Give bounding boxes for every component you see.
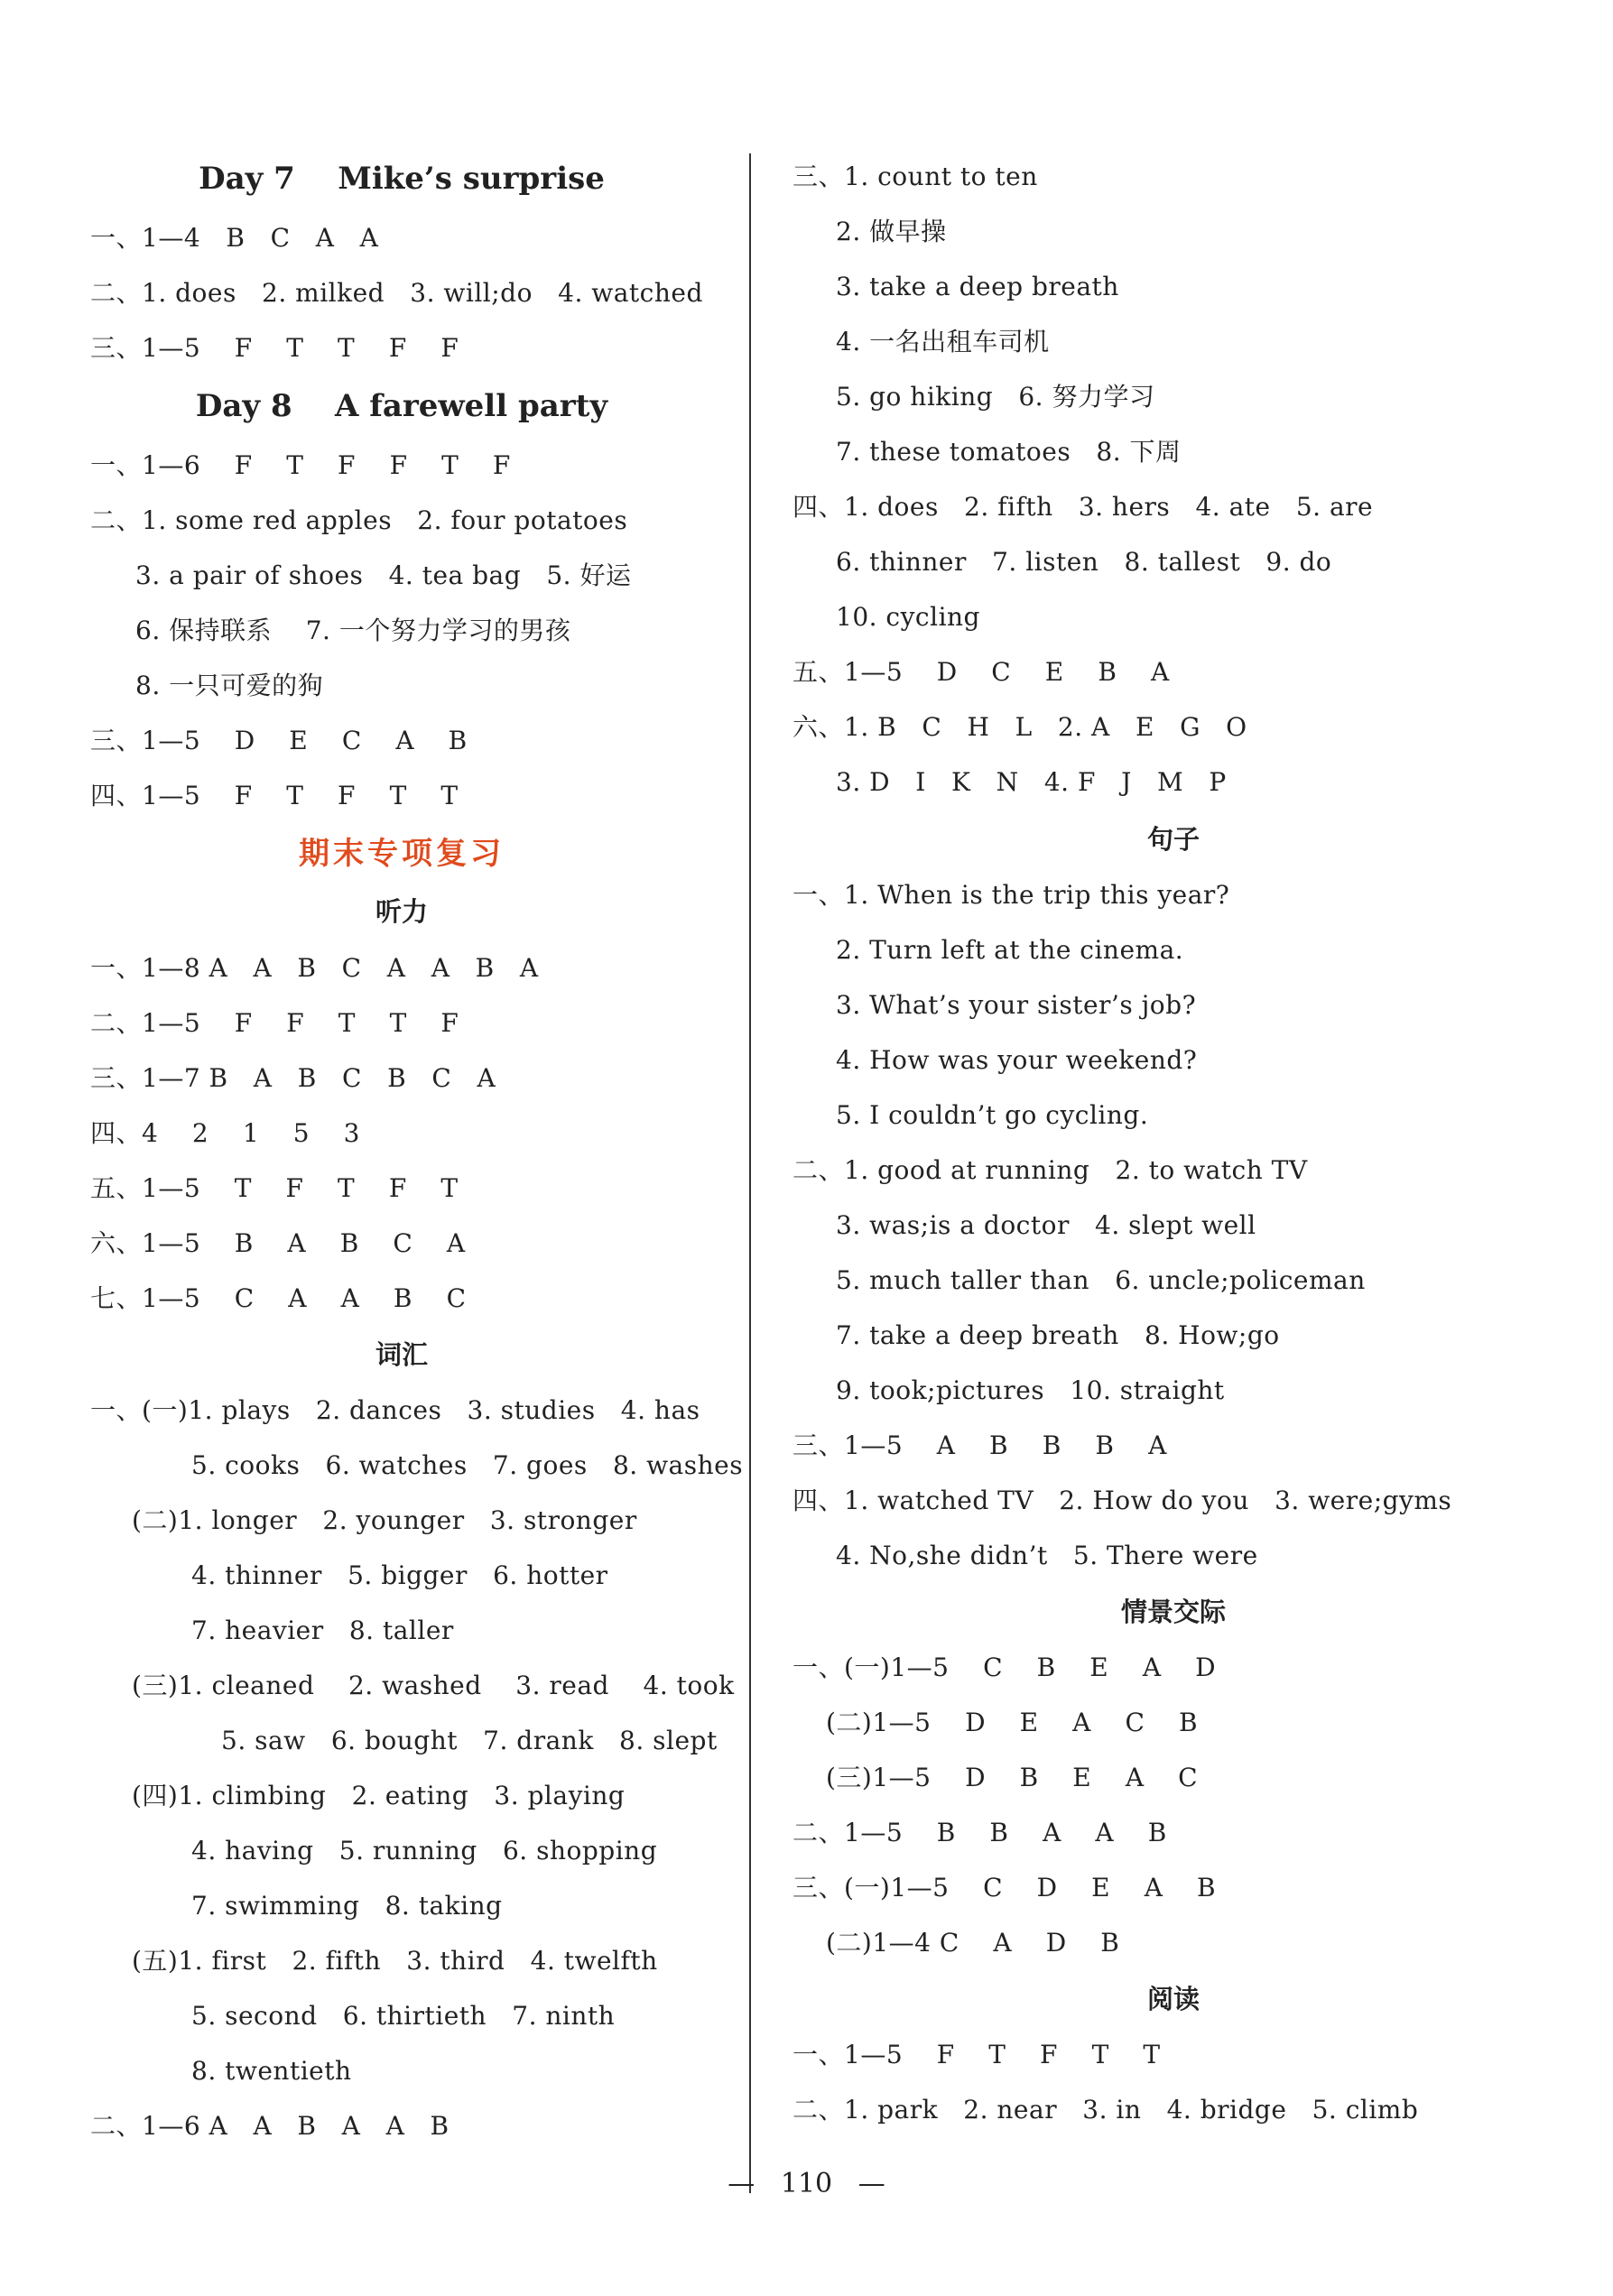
answer-line: 3. a pair of shoes 4. tea bag 5. 好运: [135, 560, 632, 590]
answer-line: 五、1—5 T F T F T: [90, 1173, 459, 1203]
answer-line: 一、(一)1. plays 2. dances 3. studies 4. has: [90, 1395, 700, 1425]
answer-line: 一、(一)1—5 C B E A D: [793, 1653, 1217, 1682]
answer-line: 七、1—5 C A A B C: [90, 1283, 467, 1313]
answer-line: 二、1. good at running 2. to watch TV: [793, 1155, 1308, 1185]
answer-line: 4. having 5. running 6. shopping: [191, 1836, 658, 1866]
answer-line: 4. 一名出租车司机: [836, 327, 1050, 356]
answer-line: 3. D I K N 4. F J M P: [836, 767, 1227, 797]
answer-line: 7. these tomatoes 8. 下周: [836, 437, 1182, 467]
answer-line: 一、1—5 F T F T T: [793, 2040, 1161, 2069]
answer-line: 2. 做早操: [836, 217, 947, 246]
page-number: — 110 —: [728, 2168, 885, 2199]
answer-line: 四、4 2 1 5 3: [90, 1118, 360, 1148]
day7-title: Day 7 Mike’s surprise: [199, 161, 605, 197]
sentence-title: 句子: [1146, 824, 1200, 855]
answer-line: 3. take a deep breath: [836, 272, 1119, 301]
answer-line: 8. 一只可爱的狗: [135, 671, 324, 700]
answer-line: (二)1. longer 2. younger 3. stronger: [132, 1505, 637, 1535]
answer-line: 二、1—5 B B A A B: [793, 1818, 1167, 1847]
answer-line: (四)1. climbing 2. eating 3. playing: [132, 1781, 626, 1810]
answer-line: 4. thinner 5. bigger 6. hotter: [191, 1560, 608, 1590]
answer-line: 4. No,she didn’t 5. There were: [836, 1541, 1258, 1570]
answer-line: 五、1—5 D C E B A: [793, 657, 1170, 687]
answer-line: (三)1—5 D B E A C: [826, 1763, 1199, 1792]
answer-line: 一、1—6 F T F F T F: [90, 450, 511, 480]
answer-line: 8. twentieth: [191, 2056, 352, 2086]
answer-line: 5. second 6. thirtieth 7. ninth: [191, 2001, 616, 2031]
answer-line: 三、1—7 B A B C B C A: [90, 1063, 496, 1093]
answer-line: 7. take a deep breath 8. How;go: [836, 1320, 1280, 1350]
answer-line: (五)1. first 2. fifth 3. third 4. twelfth: [132, 1946, 658, 1976]
answer-line: 5. I couldn’t go cycling.: [836, 1100, 1149, 1130]
answer-line: 二、1—6 A A B A A B: [90, 2111, 450, 2141]
answer-line: 四、1. does 2. fifth 3. hers 4. ate 5. are: [793, 492, 1374, 522]
review-section-title: 期末专项复习: [299, 836, 505, 872]
answer-line: 7. heavier 8. taller: [191, 1616, 454, 1645]
answer-line: 一、1. When is the trip this year?: [793, 880, 1230, 910]
answer-line: 三、1—5 F T T F F: [90, 333, 459, 363]
answer-line: 5. saw 6. bought 7. drank 8. slept: [221, 1726, 718, 1755]
column-divider: [749, 153, 751, 2193]
vocab-title: 词汇: [375, 1339, 428, 1370]
answer-line: 一、1—8 A A B C A A B A: [90, 953, 539, 983]
answer-line: 7. swimming 8. taking: [191, 1891, 503, 1921]
answer-line: 六、1—5 B A B C A: [90, 1228, 466, 1258]
answer-line: 2. Turn left at the cinema.: [836, 935, 1184, 965]
answer-line: 5. go hiking 6. 努力学习: [836, 382, 1155, 412]
answer-line: 9. took;pictures 10. straight: [836, 1375, 1225, 1405]
answer-line: 3. What’s your sister’s job?: [836, 990, 1197, 1020]
answer-line: (二)1—5 D E A C B: [826, 1708, 1199, 1737]
answer-line: 二、1. park 2. near 3. in 4. bridge 5. climb: [793, 2095, 1419, 2125]
answer-line: 4. How was your weekend?: [836, 1045, 1198, 1075]
listening-title: 听力: [375, 896, 428, 927]
answer-line: 5. cooks 6. watches 7. goes 8. washes: [191, 1450, 744, 1480]
answer-line: 10. cycling: [836, 602, 980, 632]
day8-title: Day 8 A farewell party: [195, 388, 608, 424]
answer-line: 二、1. some red apples 2. four potatoes: [90, 505, 628, 535]
answer-line: 六、1. B C H L 2. A E G O: [793, 712, 1247, 742]
answer-line: 5. much taller than 6. uncle;policeman: [836, 1265, 1366, 1295]
answer-line: 6. thinner 7. listen 8. tallest 9. do: [836, 547, 1332, 577]
answer-line: 四、1—5 F T F T T: [90, 781, 459, 810]
answer-line: 三、1—5 A B B B A: [793, 1430, 1167, 1460]
answer-line: 三、1—5 D E C A B: [90, 726, 468, 755]
reading-title: 阅读: [1146, 1984, 1200, 2014]
situation-title: 情景交际: [1120, 1597, 1226, 1627]
answer-line: 一、1—4 B C A A: [90, 223, 379, 253]
answer-line: (二)1—4 C A D B: [826, 1928, 1120, 1958]
answer-line: 三、1. count to ten: [793, 162, 1038, 191]
answer-line: 3. was;is a doctor 4. slept well: [836, 1210, 1256, 1240]
answer-line: (三)1. cleaned 2. washed 3. read 4. took: [132, 1671, 735, 1700]
answer-line: 二、1—5 F F T T F: [90, 1008, 459, 1038]
answer-line: 四、1. watched TV 2. How do you 3. were;gyms: [793, 1486, 1452, 1515]
answer-line: 三、(一)1—5 C D E A B: [793, 1873, 1217, 1903]
answer-line: 6. 保持联系 7. 一个努力学习的男孩: [135, 616, 571, 645]
answer-line: 二、1. does 2. milked 3. will;do 4. watched: [90, 278, 703, 308]
